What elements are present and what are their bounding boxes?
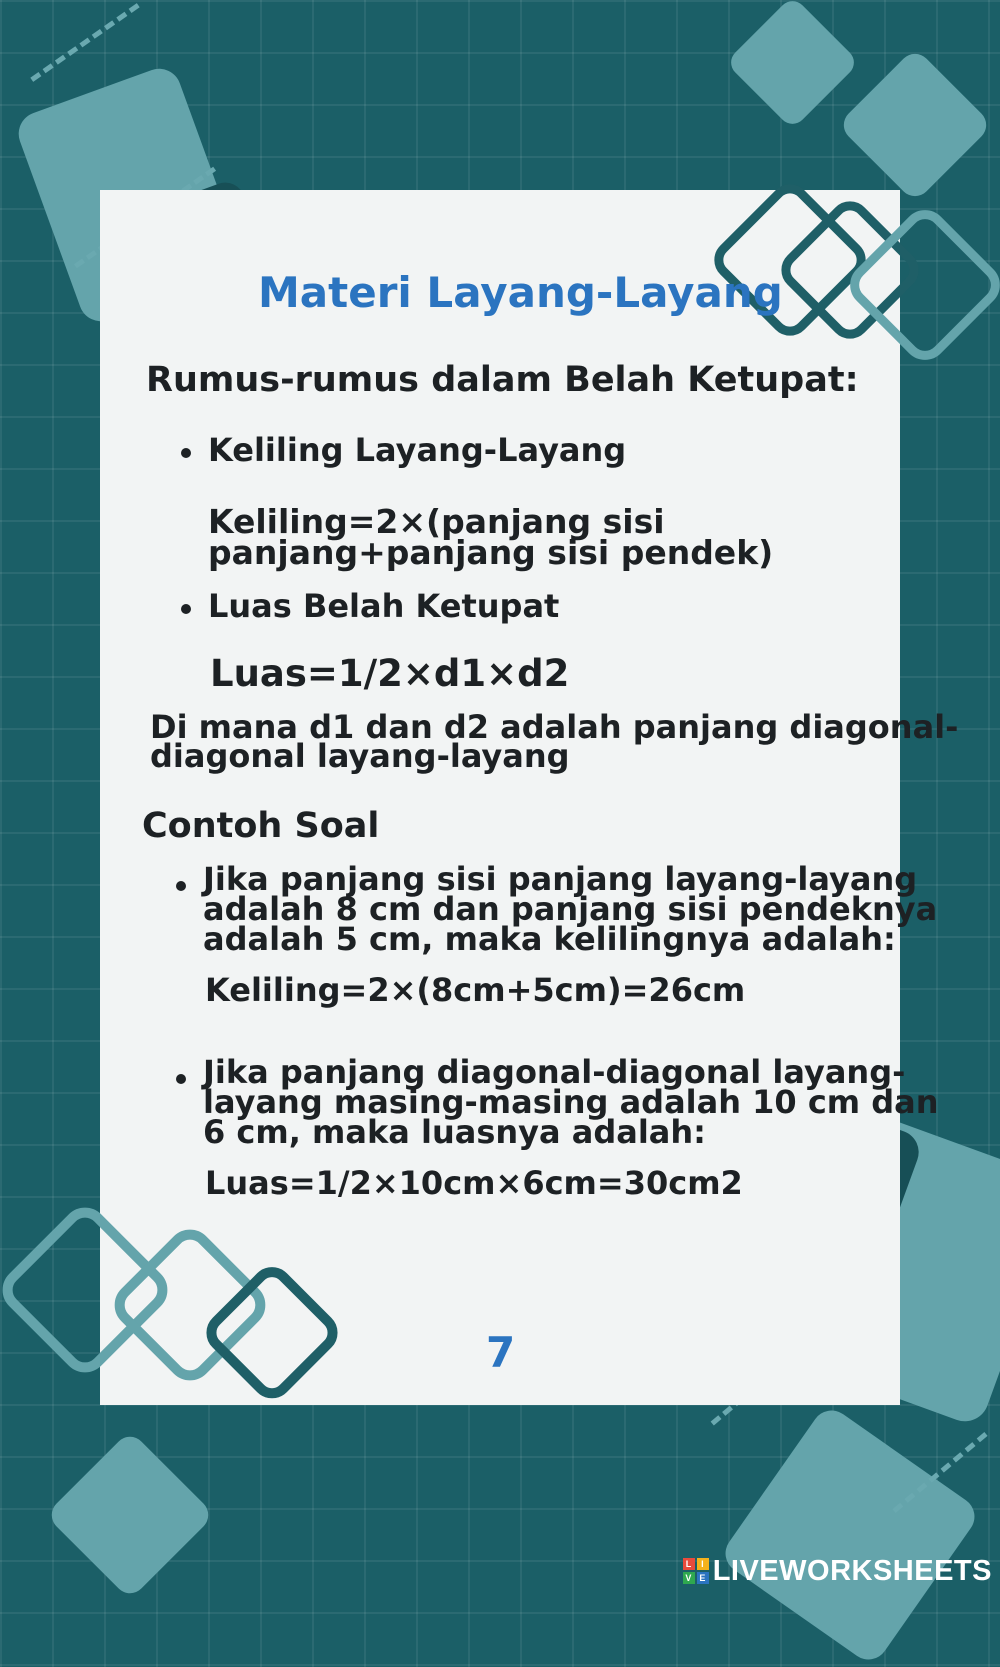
keliling-formula-line2: panjang+panjang sisi pendek): [208, 533, 774, 572]
liveworksheets-logo-icon: [683, 1558, 709, 1584]
watermark-text: LIVEWORKSHEETS: [712, 1554, 992, 1587]
keliling-label: Keliling Layang-Layang: [208, 431, 627, 469]
logo-letter-v: V: [683, 1572, 695, 1584]
luas-formula: Luas=1/2×d1×d2: [210, 652, 570, 695]
example1-line1: Jika panjang sisi panjang layang-layang: [203, 860, 918, 898]
example1-line2: adalah 8 cm dan panjang sisi pendeknya: [203, 890, 938, 928]
page-title: Materi Layang-Layang: [258, 268, 783, 317]
formulas-heading: Rumus-rumus dalam Belah Ketupat:: [146, 360, 859, 400]
logo-letter-i: I: [697, 1558, 709, 1570]
example2-line2: layang masing-masing adalah 10 cm dan: [203, 1083, 939, 1121]
keliling-formula-line1: Keliling=2×(panjang sisi: [208, 502, 665, 541]
decor-tile-bottom-left: [45, 1430, 215, 1600]
decor-outline-squares-bottom-left: [0, 1190, 360, 1410]
example2-answer: Luas=1/2×10cm×6cm=30cm2: [205, 1164, 743, 1202]
example2-line1: Jika panjang diagonal-diagonal layang-: [203, 1053, 906, 1091]
example1-line3: adalah 5 cm, maka kelilingnya adalah:: [203, 920, 896, 958]
note-line2: diagonal layang-layang: [150, 737, 570, 775]
example1-answer: Keliling=2×(8cm+5cm)=26cm: [205, 971, 746, 1009]
decor-tile-right-top: [725, 0, 859, 130]
example2-line3: 6 cm, maka luasnya adalah:: [203, 1113, 706, 1151]
luas-label: Luas Belah Ketupat: [208, 587, 560, 625]
page-number: 7: [486, 1328, 516, 1377]
logo-letter-e: E: [697, 1572, 709, 1584]
examples-heading: Contoh Soal: [142, 806, 380, 846]
decor-tile-bottom-right: [718, 1403, 983, 1667]
logo-letter-l: L: [683, 1558, 695, 1570]
decor-dash-top-left: [30, 3, 139, 82]
note-line1: Di mana d1 dan d2 adalah panjang diagonal-: [150, 708, 959, 746]
liveworksheets-watermark[interactable]: [683, 1555, 992, 1587]
